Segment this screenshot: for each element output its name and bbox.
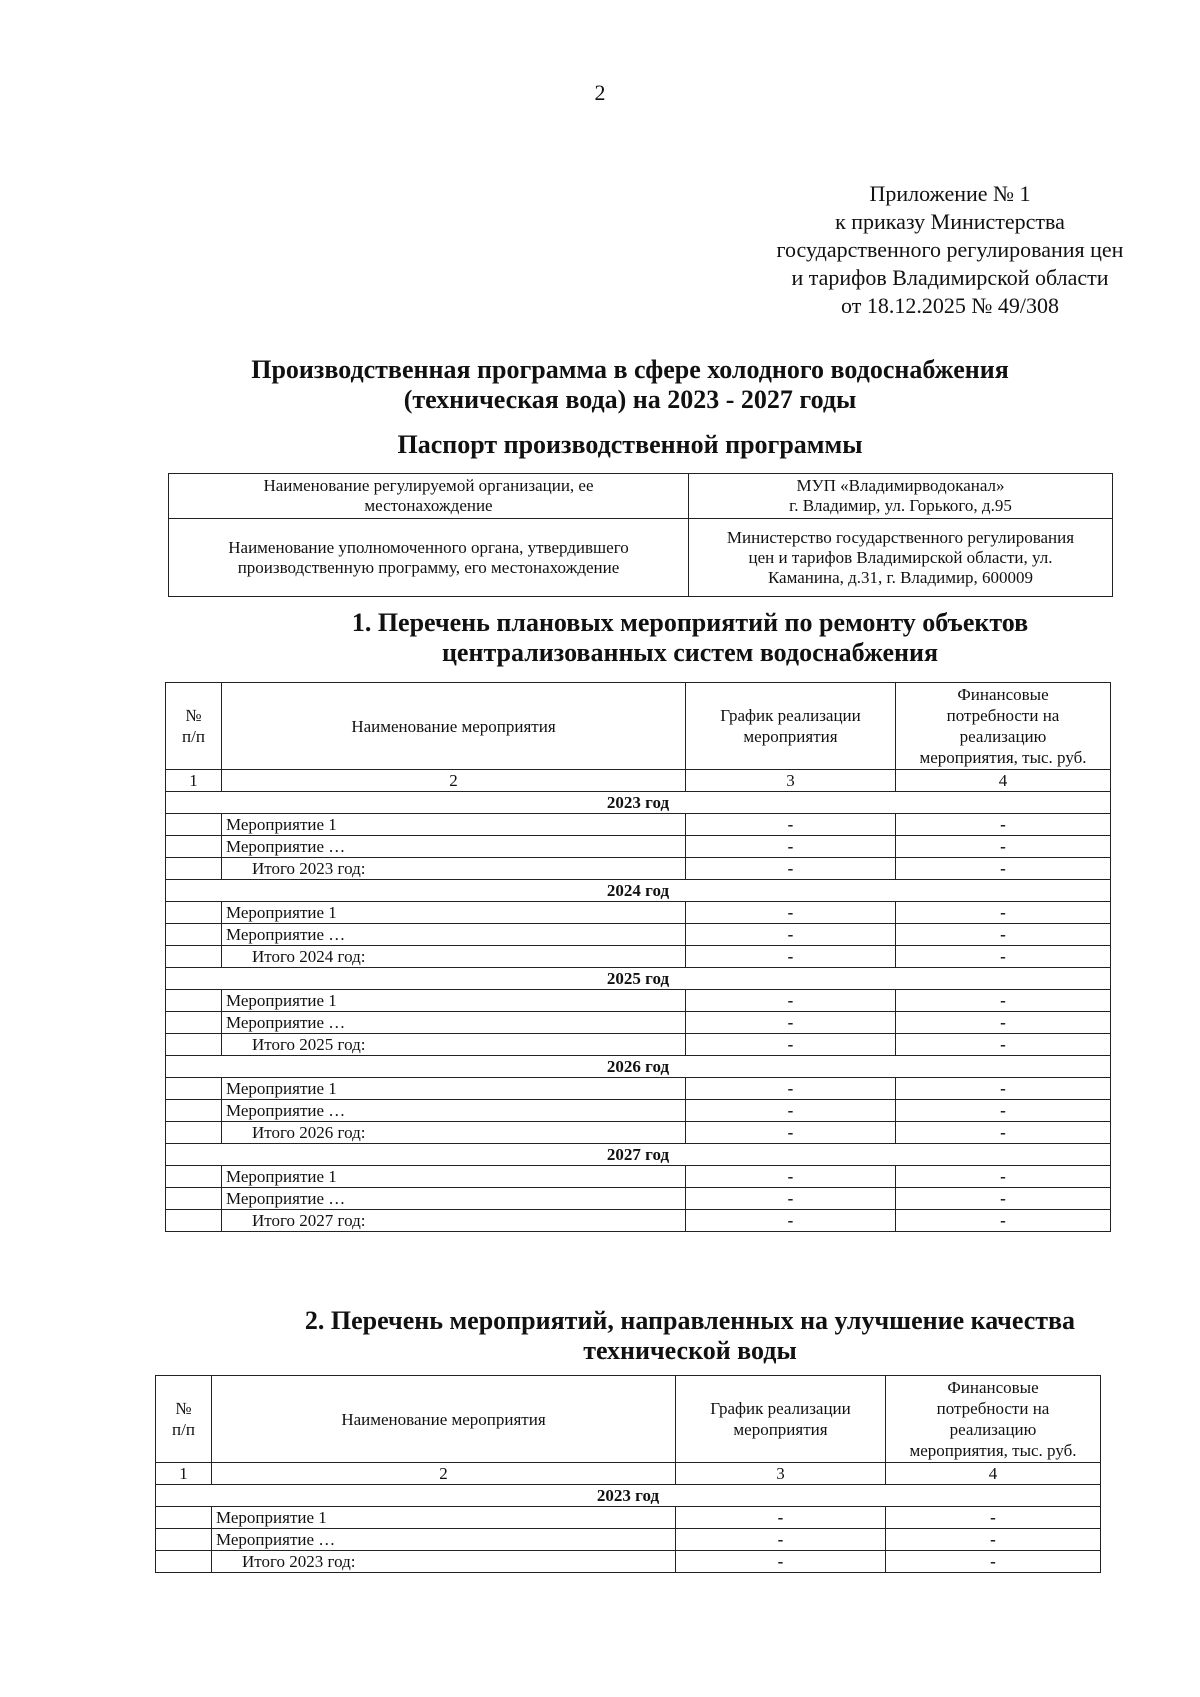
- page-number: 2: [594, 80, 606, 105]
- passport-value: МУП «Владимирводоканал» г. Владимир, ул. Горького, д.95: [689, 474, 1113, 519]
- table-row: Мероприятие 1 - -: [166, 814, 1111, 836]
- total-row: Итого 2027 год: - -: [166, 1210, 1111, 1232]
- header-schedule: График реализации мероприятия: [686, 683, 896, 770]
- appendix-line: к приказу Министерства: [835, 209, 1065, 234]
- table-row: Мероприятие 1 - -: [156, 1507, 1101, 1529]
- passport-row-authority: [169, 519, 1113, 597]
- header-schedule: График реализации мероприятия: [676, 1376, 886, 1463]
- passport-row-organization: [169, 474, 1113, 519]
- year-row: 2027 год: [166, 1144, 1111, 1166]
- section1-title: 1. Перечень плановых мероприятий по ремонту объектов централизованных систем водоснабжения: [351, 608, 1029, 667]
- table-row: Мероприятие … - -: [166, 1100, 1111, 1122]
- total-row: Итого 2026 год: - -: [166, 1122, 1111, 1144]
- year-row: 2024 год: [166, 880, 1111, 902]
- year-row: 2025 год: [166, 968, 1111, 990]
- total-row: Итого 2025 год: - -: [166, 1034, 1111, 1056]
- passport-label: Наименование регулируемой организации, ее местонахождение: [169, 474, 689, 519]
- table-row: Мероприятие … - -: [166, 924, 1111, 946]
- main-title: [160, 355, 1100, 415]
- table-row: Мероприятие 1 - -: [166, 1078, 1111, 1100]
- passport-title: Паспорт производственной программы: [397, 430, 863, 459]
- table-row: Мероприятие 1 - -: [166, 902, 1111, 924]
- appendix-line: и тарифов Владимирской области: [791, 265, 1109, 290]
- header-finance: Финансовые потребности на реализацию мероприятия, тыс. руб.: [886, 1376, 1101, 1463]
- appendix-line: Приложение № 1: [869, 181, 1031, 206]
- section2-title: 2. Перечень мероприятий, направленных на улучшение качества технической воды: [304, 1306, 1076, 1365]
- appendix-line: от 18.12.2025 № 49/308: [841, 293, 1059, 318]
- year-row: 2023 год: [156, 1485, 1101, 1507]
- header-name: Наименование мероприятия: [222, 683, 686, 770]
- total-row: Итого 2023 год: - -: [166, 858, 1111, 880]
- header-name: Наименование мероприятия: [212, 1376, 676, 1463]
- table-row: Мероприятие … - -: [166, 1188, 1111, 1210]
- table-row: Мероприятие 1 - -: [166, 990, 1111, 1012]
- total-row: Итого 2024 год: - -: [166, 946, 1111, 968]
- table-header-row: [166, 683, 1111, 770]
- year-row: 2023 год: [166, 792, 1111, 814]
- appendix-line: государственного регулирования цен: [776, 237, 1124, 262]
- total-row: Итого 2023 год: - -: [156, 1551, 1101, 1573]
- year-row: 2026 год: [166, 1056, 1111, 1078]
- main-title-line: (техническая вода) на 2023 - 2027 годы: [403, 385, 857, 414]
- passport-value: Министерство государственного регулирования цен и тарифов Владимирской области, ул. Каманина, д.31, г. Владимир, 600009: [689, 519, 1113, 597]
- column-numbers-row: 1 2 3 4: [156, 1463, 1101, 1485]
- column-numbers-row: 1 2 3 4: [166, 770, 1111, 792]
- table-header-row: [156, 1376, 1101, 1463]
- table-row: Мероприятие … - -: [156, 1529, 1101, 1551]
- header-finance: Финансовые потребности на реализацию мероприятия, тыс. руб.: [896, 683, 1111, 770]
- table-row: Мероприятие … - -: [166, 836, 1111, 858]
- header-num: № п/п: [166, 683, 222, 770]
- passport-label: Наименование уполномоченного органа, утвердившего производственную программу, его местонахождение: [169, 519, 689, 597]
- main-title-line: Производственная программа в сфере холодного водоснабжения: [251, 355, 1009, 384]
- header-num: № п/п: [156, 1376, 212, 1463]
- section2-table: [155, 1375, 1101, 1573]
- appendix-block: [740, 180, 1160, 320]
- table-row: Мероприятие 1 - -: [166, 1166, 1111, 1188]
- section1-table: [165, 682, 1111, 1232]
- passport-table: [168, 473, 1113, 597]
- table-row: Мероприятие … - -: [166, 1012, 1111, 1034]
